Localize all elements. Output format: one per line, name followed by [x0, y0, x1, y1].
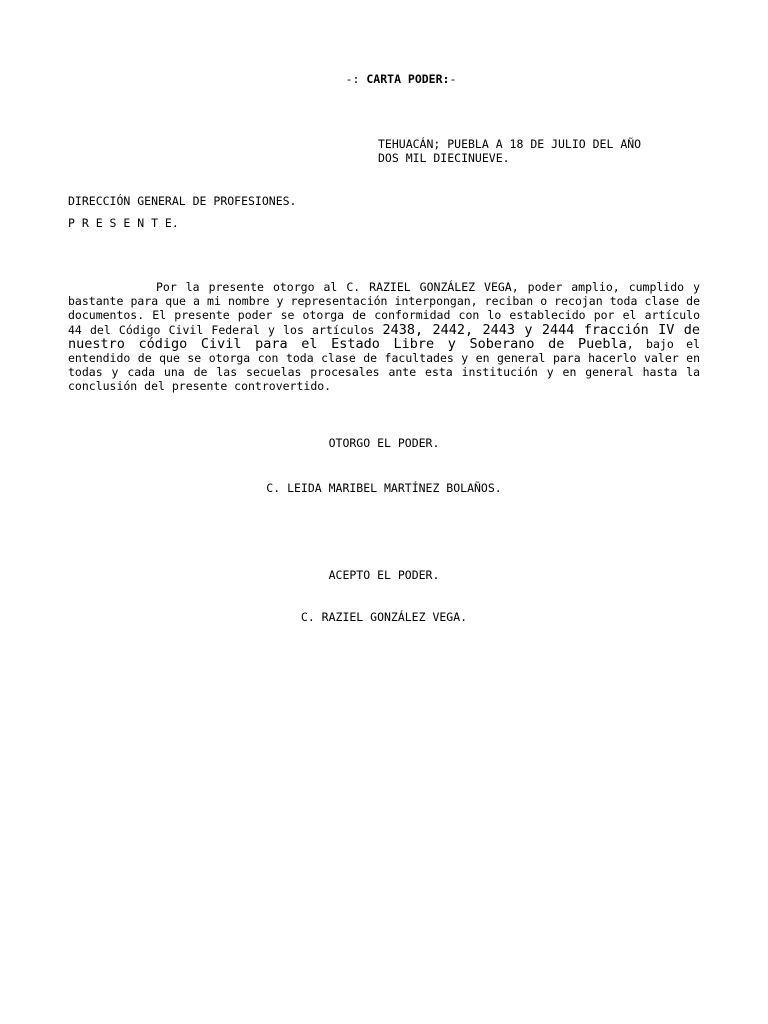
body-part-3: , bajo el entendido de que se otorga con toda clase de facultades y en general para hacerlo valer en todas y cada una de las secuelas procesales ante esta institución y en general hasta la conclusión del presente controvertido.	[68, 336, 701, 394]
grantor-name: C. LEIDA MARIBEL MARTÍNEZ BOLAÑOS.	[266, 481, 502, 495]
body-part-2: 2438, 2442, 2443 y 2444 fracción IV de nuestro código Civil para el Estado Libre y Soberano de Puebla	[68, 321, 701, 352]
place-date	[378, 137, 708, 165]
title-suffix: -	[449, 72, 457, 86]
grantee-name: C. RAZIEL GONZÁLEZ VEGA.	[300, 610, 468, 624]
title-prefix: -:	[345, 72, 367, 86]
title-text: CARTA PODER:	[366, 72, 450, 86]
recipient: DIRECCIÓN GENERAL DE PROFESIONES.	[68, 194, 297, 208]
place-date-line-2: DOS MIL DIECINUEVE.	[378, 151, 510, 165]
document-title	[0, 72, 768, 86]
grant-label: OTORGO EL PODER.	[328, 436, 440, 450]
body-part-1: Por la presente otorgo al C. RAZIEL GONZÁLEZ VEGA, poder amplio, cumplido y bastante para que a mi nombre y representación interpongan, reciban o recojan toda clase de documentos. El presente poder se otorga de conformidad con lo establecido por el artículo 44 del Código Civil Federal y los artículos	[68, 280, 700, 337]
presente-line: P R E S E N T E.	[68, 216, 179, 230]
body-paragraph	[68, 280, 700, 394]
place-date-line-1: TEHUACÁN; PUEBLA A 18 DE JULIO DEL AÑO	[378, 137, 642, 151]
accept-label: ACEPTO EL PODER.	[328, 568, 440, 582]
